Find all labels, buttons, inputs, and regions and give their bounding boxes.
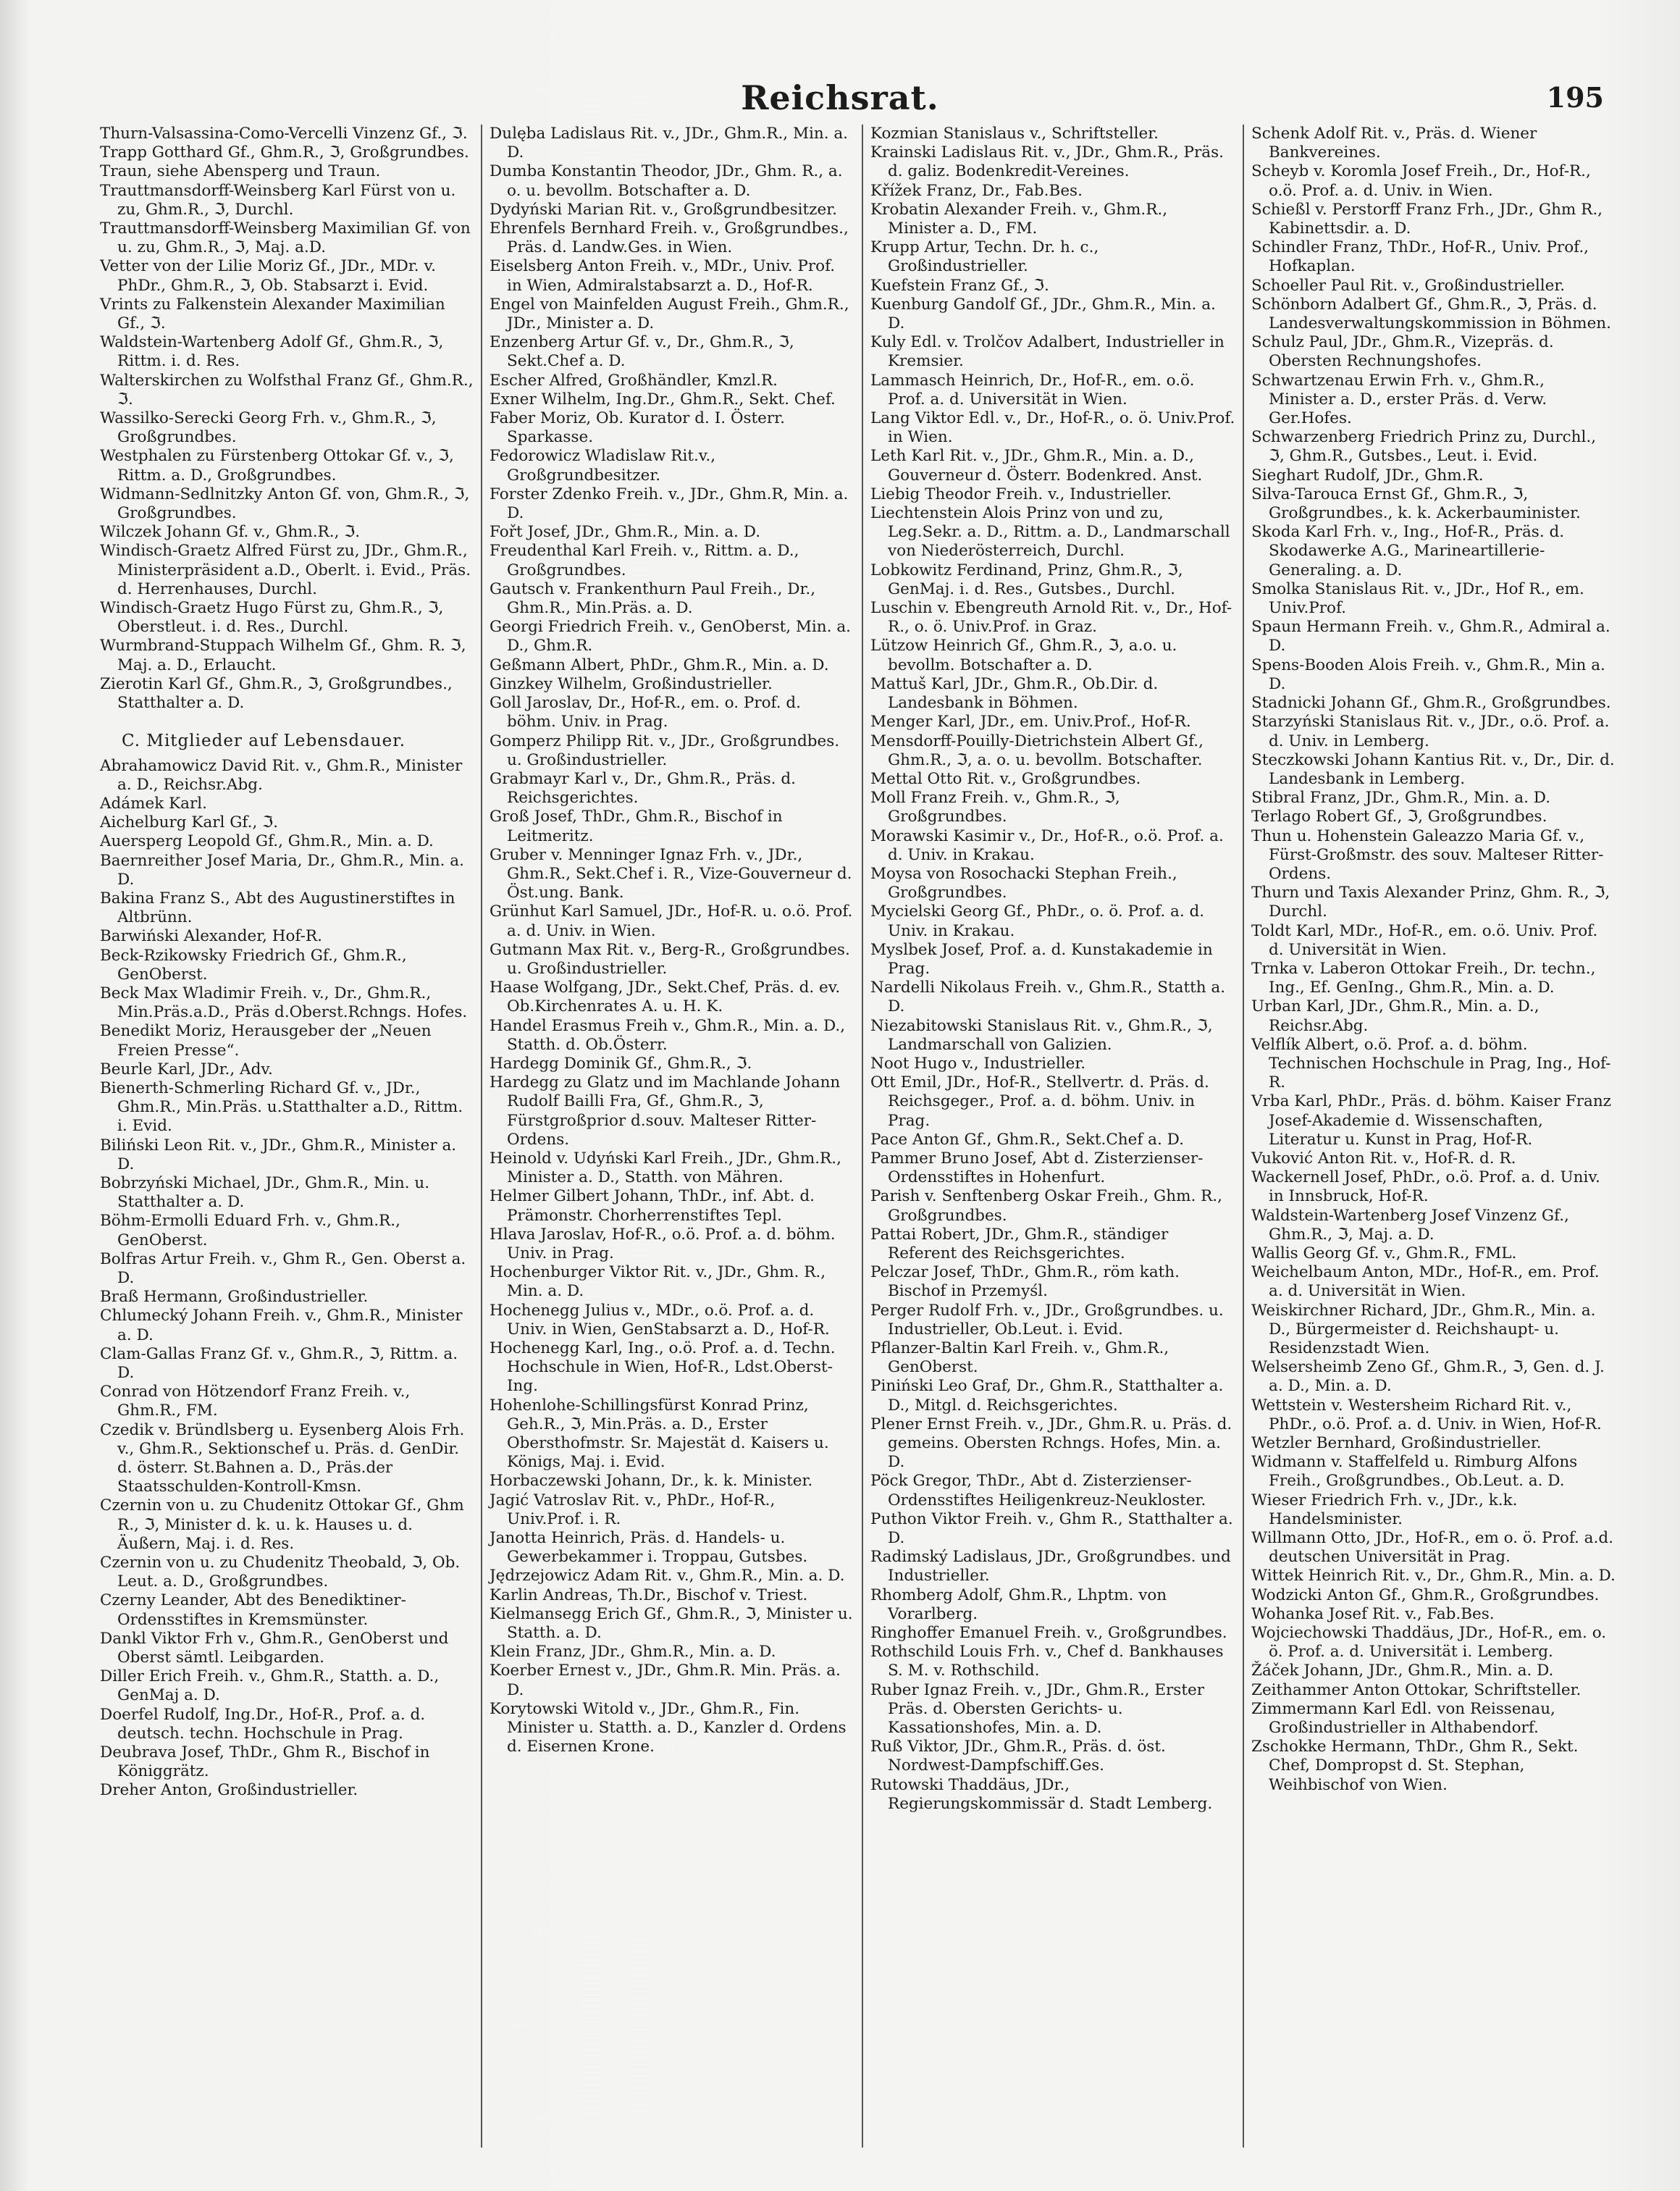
- list-entry: Spens-Booden Alois Freih. v., Ghm.R., Min a. D.: [1251, 655, 1605, 693]
- list-entry: Schulz Paul, JDr., Ghm.R., Vizepräs. d. Obersten Rechnungshofes.: [1251, 333, 1554, 371]
- list-entry: Doerfel Rudolf, Ing.Dr., Hof-R., Prof. a. d. deutsch. techn. Hochschule in Prag.: [100, 1705, 426, 1743]
- list-entry: Ott Emil, JDr., Hof-R., Stellvertr. d. Präs. d. Reichsgeger., Prof. a. d. böhm. Univ. in Prag.: [870, 1073, 1209, 1130]
- list-entry: Dydyński Marian Rit. v., Großgrundbesitzer.: [490, 200, 837, 219]
- list-entry: Lobkowitz Ferdinand, Prinz, Ghm.R., ℑ, GenMaj. i. d. Res., Gutsbes., Durchl.: [870, 561, 1183, 598]
- list-entry: Schindler Franz, ThDr., Hof-R., Univ. Prof., Hofkaplan.: [1251, 238, 1589, 276]
- list-entry: Pelczar Josef, ThDr., Ghm.R., röm kath. Bischof in Przemyśl.: [870, 1263, 1180, 1301]
- list-entry: Wodzicki Anton Gf., Ghm.R., Großgrundbes.: [1251, 1585, 1600, 1604]
- list-entry: Křížek Franz, Dr., Fab.Bes.: [870, 181, 1083, 200]
- list-entry: Auersperg Leopold Gf., Ghm.R., Min. a. D.: [100, 832, 434, 851]
- list-entry: Vetter von der Lilie Moriz Gf., JDr., MDr. v. PhDr., Ghm.R., ℑ, Ob. Stabsarzt i. Evid.: [100, 257, 436, 295]
- list-entry: Wurmbrand-Stuppach Wilhelm Gf., Ghm. R. ℑ, Maj. a. D., Erlaucht.: [100, 637, 466, 674]
- list-entry: Jagić Vatroslav Rit. v., PhDr., Hof-R., Univ.Prof. i. R.: [490, 1491, 776, 1528]
- list-entry: Deubrava Josef, ThDr., Ghm R., Bischof in Königgrätz.: [100, 1743, 430, 1781]
- list-entry: Wilczek Johann Gf. v., Ghm.R., ℑ.: [100, 523, 361, 542]
- list-entry: Aichelburg Karl Gf., ℑ.: [100, 813, 278, 832]
- list-entry: Traun, siehe Abensperg und Traun.: [100, 162, 381, 181]
- list-entry: Pattai Robert, JDr., Ghm.R., ständiger Referent des Reichsgerichtes.: [870, 1225, 1169, 1262]
- list-entry: Bobrzyński Michael, JDr., Ghm.R., Min. u. Statthalter a. D.: [100, 1173, 430, 1212]
- list-entry: Windisch-Graetz Hugo Fürst zu, Ghm.R., ℑ, Oberstleut. i. d. Res., Durchl.: [100, 599, 444, 637]
- list-entry: Radimský Ladislaus, JDr., Großgrundbes. und Industrieller.: [870, 1548, 1231, 1585]
- list-entry: Bolfras Artur Freih. v., Ghm R., Gen. Oberst a. D.: [100, 1249, 466, 1287]
- list-entry: Janotta Heinrich, Präs. d. Handels- u. Gewerbekammer i. Troppau, Gutsbes.: [490, 1529, 808, 1567]
- list-entry: Schwarzenberg Friedrich Prinz zu, Durchl., ℑ, Ghm.R., Gutsbes., Leut. i. Evid.: [1251, 428, 1597, 466]
- list-entry: Mensdorff-Pouilly-Dietrichstein Albert Gf., Ghm.R., ℑ, a. o. u. bevollm. Botschafter.: [870, 732, 1204, 769]
- list-entry: Grünhut Karl Samuel, JDr., Hof-R. u. o.ö. Prof. a. d. Univ. in Wien.: [490, 902, 853, 940]
- list-entry: Gautsch v. Frankenthurn Paul Freih., Dr., Ghm.R., Min.Präs. a. D.: [490, 579, 816, 618]
- list-entry: Lang Viktor Edl. v., Dr., Hof-R., o. ö. Univ.Prof. in Wien.: [870, 409, 1235, 447]
- list-entry: Willmann Otto, JDr., Hof-R., em o. ö. Prof. a.d. deutschen Universität in Prag.: [1251, 1529, 1613, 1567]
- list-entry: Benedikt Moriz, Herausgeber der „Neuen Freien Presse“.: [100, 1022, 432, 1060]
- list-entry: Zeithammer Anton Ottokar, Schriftsteller.: [1251, 1680, 1582, 1699]
- list-entry: Moysa von Rosochacki Stephan Freih., Großgrundbes.: [870, 864, 1177, 902]
- list-entry: Windisch-Graetz Alfred Fürst zu, JDr., Ghm.R., Ministerpräsident a.D., Oberlt. i. Evid., Präs. d. Herrenhauses, Durchl.: [100, 542, 471, 598]
- list-entry: Schießl v. Perstorff Franz Frh., JDr., Ghm R., Kabinettsdir. a. D.: [1251, 200, 1603, 238]
- list-entry: Kuly Edl. v. Trolčov Adalbert, Industrieller in Kremsier.: [870, 333, 1225, 371]
- list-entry: Karlin Andreas, Th.Dr., Bischof v. Triest.: [490, 1585, 808, 1604]
- list-entry: Handel Erasmus Freih v., Ghm.R., Min. a. D., Statth. d. Ob.Österr.: [490, 1016, 846, 1054]
- list-entry: Smolka Stanislaus Rit. v., JDr., Hof R., em. Univ.Prof.: [1251, 579, 1584, 618]
- list-entry: Wallis Georg Gf. v., Ghm.R., FML.: [1251, 1244, 1517, 1262]
- list-entry: Starzyński Stanislaus Rit. v., JDr., o.ö. Prof. a. d. Univ. in Lemberg.: [1251, 713, 1610, 750]
- list-entry: Faber Moriz, Ob. Kurator d. I. Österr. Sparkasse.: [490, 409, 785, 447]
- list-entry: Goll Jaroslav, Dr., Hof-R., em. o. Prof. d. böhm. Univ. in Prag.: [490, 694, 802, 732]
- list-entry: Exner Wilhelm, Ing.Dr., Ghm.R., Sekt. Chef.: [490, 390, 836, 409]
- list-entry: Jędrzejowicz Adam Rit. v., Ghm.R., Min. a. D.: [490, 1567, 845, 1585]
- list-entry: Westphalen zu Fürstenberg Ottokar Gf. v., ℑ, Rittm. a. D., Großgrundbes.: [100, 447, 454, 485]
- list-entry: Vrints zu Falkenstein Alexander Maximilian Gf., ℑ.: [100, 295, 445, 333]
- list-entry: Rothschild Louis Frh. v., Chef d. Bankhauses S. M. v. Rothschild.: [870, 1643, 1224, 1680]
- list-entry: Pflanzer-Baltin Karl Freih. v., Ghm.R., GenOberst.: [870, 1339, 1169, 1377]
- list-entry: Welsersheimb Zeno Gf., Ghm.R., ℑ, Gen. d. J. a. D., Min. a. D.: [1251, 1358, 1605, 1396]
- list-entry: Bienerth-Schmerling Richard Gf. v., JDr., Ghm.R., Min.Präs. u.Statthalter a.D., Rittm. i. Evid.: [100, 1078, 463, 1136]
- list-entry: Nardelli Nikolaus Freih. v., Ghm.R., Statth a. D.: [870, 979, 1226, 1016]
- list-entry: Biliński Leon Rit. v., JDr., Ghm.R., Minister a. D.: [100, 1136, 457, 1173]
- list-entry: Rutowski Thaddäus, JDr., Regierungskommissär d. Stadt Lemberg.: [870, 1775, 1213, 1813]
- list-entry: Hohenlohe-Schillingsfürst Konrad Prinz, Geh.R., ℑ, Min.Präs. a. D., Erster Obersthofmstr. Sr. Majestät d. Kaisers u. Königs, Maj. i. Evid.: [490, 1396, 829, 1472]
- list-entry: Scheyb v. Koromla Josef Freih., Dr., Hof-R., o.ö. Prof. a. d. Univ. in Wien.: [1251, 162, 1591, 200]
- list-entry: Grabmayr Karl v., Dr., Ghm.R., Präs. d. Reichsgerichtes.: [490, 769, 796, 808]
- list-entry: Wojciechowski Thaddäus, JDr., Hof-R., em. o. ö. Prof. a. d. Universität i. Lemberg.: [1251, 1624, 1607, 1662]
- list-entry: Parish v. Senftenberg Oskar Freih., Ghm. R., Großgrundbes.: [870, 1187, 1222, 1225]
- list-entry: Krainski Ladislaus Rit. v., JDr., Ghm.R., Präs. d. galiz. Bodenkredit-Vereines.: [870, 143, 1224, 181]
- list-entry: Zschokke Hermann, ThDr., Ghm R., Sekt. Chef, Dompropst d. St. Stephan, Weihbischof von Wien.: [1251, 1738, 1579, 1794]
- list-entry: Walterskirchen zu Wolfsthal Franz Gf., Ghm.R., ℑ.: [100, 371, 474, 409]
- list-entry: Dankl Viktor Frh v., Ghm.R., GenOberst und Oberst sämtl. Leibgarden.: [100, 1629, 449, 1667]
- list-entry: Waldstein-Wartenberg Adolf Gf., Ghm.R., ℑ, Rittm. i. d. Res.: [100, 333, 444, 371]
- list-entry: Waldstein-Wartenberg Josef Vinzenz Gf., Ghm.R., ℑ, Maj. a. D.: [1251, 1206, 1569, 1244]
- list-entry: Wittek Heinrich Rit. v., Dr., Ghm.R., Min. a. D.: [1251, 1567, 1616, 1585]
- list-entry: Ruß Viktor, JDr., Ghm.R., Präs. d. öst. Nordwest-Dampfschiff.Ges.: [870, 1738, 1166, 1775]
- list-entry: Lammasch Heinrich, Dr., Hof-R., em. o.ö. Prof. a. d. Universität in Wien.: [870, 371, 1195, 409]
- list-entry: Wetzler Bernhard, Großindustrieller.: [1251, 1434, 1542, 1453]
- list-entry: Vuković Anton Rit. v., Hof-R. d. R.: [1251, 1149, 1516, 1168]
- list-entry: Wettstein v. Westersheim Richard Rit. v., PhDr., o.ö. Prof. a. d. Univ. in Wien, Hof-R.: [1251, 1396, 1602, 1433]
- list-entry: Mattuš Karl, JDr., Ghm.R., Ob.Dir. d. Landesbank in Böhmen.: [870, 674, 1159, 713]
- list-entry: Horbaczewski Johann, Dr., k. k. Minister.: [490, 1472, 813, 1491]
- list-entry: Steczkowski Johann Kantius Rit. v., Dr., Dir. d. Landesbank in Lemberg.: [1251, 750, 1615, 788]
- list-entry: Hochenegg Karl, Ing., o.ö. Prof. a. d. Techn. Hochschule in Wien, Hof-R., Ldst.Oberst-Ing.: [490, 1339, 836, 1396]
- list-entry: Hochenegg Julius v., MDr., o.ö. Prof. a. d. Univ. in Wien, GenStabsarzt a. D., Hof-R.: [490, 1301, 830, 1339]
- column-3: [862, 125, 1243, 2148]
- list-entry: Fedorowicz Wladislaw Rit.v., Großgrundbesitzer.: [490, 447, 716, 485]
- page-number: 195: [1546, 81, 1604, 114]
- list-entry: Geßmann Albert, PhDr., Ghm.R., Min. a. D.: [490, 655, 829, 674]
- column-1: [100, 125, 481, 2148]
- list-entry: Czedik v. Bründlsberg u. Eysenberg Alois Frh. v., Ghm.R., Sektionschef u. Präs. d. GenDir. d. österr. St.Bahnen a. D., Präs.der Staatsschulden-Kontroll-Kmsn.: [100, 1420, 465, 1496]
- list-entry: Freudenthal Karl Freih. v., Rittm. a. D., Großgrundbes.: [490, 542, 799, 579]
- column-2: [481, 125, 862, 2148]
- list-entry: Dreher Anton, Großindustrieller.: [100, 1781, 358, 1800]
- list-entry: Wohanka Josef Rit. v., Fab.Bes.: [1251, 1604, 1495, 1623]
- list-entry: Mycielski Georg Gf., PhDr., o. ö. Prof. a. d. Univ. in Krakau.: [870, 902, 1205, 940]
- list-entry: Urban Karl, JDr., Ghm.R., Min. a. D., Reichsr.Abg.: [1251, 997, 1540, 1035]
- list-entry: Hardegg zu Glatz und im Machlande Johann Rudolf Bailli Fra, Gf., Ghm.R., ℑ, Fürstgroßprior d.souv. Malteser Ritter-Ordens.: [490, 1073, 841, 1149]
- list-entry: Schwartzenau Erwin Frh. v., Ghm.R., Minister a. D., erster Präs. d. Verw. Ger.Hofes.: [1251, 371, 1547, 428]
- list-entry: Ginzkey Wilhelm, Großindustrieller.: [490, 674, 773, 693]
- list-entry: Leth Karl Rit. v., JDr., Ghm.R., Min. a. D., Gouverneur d. Österr. Bodenkred. Anst.: [870, 447, 1203, 485]
- list-entry: Menger Karl, JDr., em. Univ.Prof., Hof-R.: [870, 713, 1191, 732]
- list-entry: Braß Hermann, Großindustrieller.: [100, 1288, 369, 1307]
- list-entry: Stadnicki Johann Gf., Ghm.R., Großgrundbes.: [1251, 694, 1611, 713]
- list-entry: Czerny Leander, Abt des Benediktiner-Ordensstiftes in Kremsmünster.: [100, 1591, 406, 1629]
- list-entry: Zimmermann Karl Edl. von Reissenau, Großindustrieller in Althabendorf.: [1251, 1699, 1555, 1738]
- list-entry: Morawski Kasimir v., Dr., Hof-R., o.ö. Prof. a. d. Univ. in Krakau.: [870, 826, 1224, 864]
- list-entry: Beck Max Wladimir Freih. v., Dr., Ghm.R., Min.Präs.a.D., Präs d.Oberst.Rchngs. Hofes.: [100, 984, 468, 1022]
- list-entry: Krupp Artur, Techn. Dr. h. c., Großindustrieller.: [870, 238, 1099, 276]
- list-entry: Enzenberg Artur Gf. v., Dr., Ghm.R., ℑ, Sekt.Chef a. D.: [490, 333, 794, 371]
- list-entry: Hardegg Dominik Gf., Ghm.R., ℑ.: [490, 1054, 752, 1073]
- page-title: Reichsrat.: [741, 78, 939, 117]
- list-entry: Lützow Heinrich Gf., Ghm.R., ℑ, a.o. u. bevollm. Botschafter a. D.: [870, 637, 1177, 674]
- list-entry: Kielmansegg Erich Gf., Ghm.R., ℑ, Minister u. Statth. a. D.: [490, 1604, 853, 1643]
- list-entry: Widmann v. Staffelfeld u. Rimburg Alfons Freih., Großgrundbes., Ob.Leut. a. D.: [1251, 1453, 1578, 1491]
- list-entry: Böhm-Ermolli Eduard Frh. v., Ghm.R., GenOberst.: [100, 1212, 400, 1249]
- list-entry: Barwiński Alexander, Hof-R.: [100, 927, 322, 946]
- list-entry: Widmann-Sedlnitzky Anton Gf. von, Ghm.R., ℑ, Großgrundbes.: [100, 485, 470, 523]
- list-entry: Skoda Karl Frh. v., Ing., Hof-R., Präs. d. Skodawerke A.G., Marineartillerie-Generaling. a. D.: [1251, 523, 1565, 579]
- list-entry: Bakina Franz S., Abt des Augustinerstiftes in Altbrünn.: [100, 889, 455, 927]
- list-entry: Georgi Friedrich Freih. v., GenOberst, Min. a. D., Ghm.R.: [490, 618, 851, 655]
- list-entry: Chlumecký Johann Freih. v., Ghm.R., Minister a. D.: [100, 1307, 463, 1344]
- list-entry: Groß Josef, ThDr., Ghm.R., Bischof in Leitmeritz.: [490, 808, 783, 845]
- list-entry: Schönborn Adalbert Gf., Ghm.R., ℑ, Präs. d. Landesverwaltungskommission in Böhmen.: [1251, 295, 1611, 333]
- list-entry: Beck-Rzikowsky Friedrich Gf., Ghm.R., GenOberst.: [100, 946, 407, 984]
- list-entry: Niezabitowski Stanislaus Rit. v., Ghm.R., ℑ, Landmarschall von Galizien.: [870, 1016, 1213, 1054]
- list-entry: Klein Franz, JDr., Ghm.R., Min. a. D.: [490, 1643, 776, 1662]
- list-entry: Gruber v. Menninger Ignaz Frh. v., JDr., Ghm.R., Sekt.Chef i. R., Vize-Gouverneur d. Öst.ung. Bank.: [490, 845, 852, 902]
- list-entry: Koerber Ernest v., JDr., Ghm.R. Min. Präs. a. D.: [490, 1662, 841, 1699]
- list-entry: Luschin v. Ebengreuth Arnold Rit. v., Dr., Hof-R., o. ö. Univ.Prof. in Graz.: [870, 599, 1232, 637]
- list-entry: Hlava Jaroslav, Hof-R., o.ö. Prof. a. d. böhm. Univ. in Prag.: [490, 1225, 836, 1262]
- list-entry: Spaun Hermann Freih. v., Ghm.R., Admiral a. D.: [1251, 618, 1610, 655]
- column-4: [1243, 125, 1624, 2148]
- list-entry: Wieser Friedrich Frh. v., JDr., k.k. Handelsminister.: [1251, 1491, 1518, 1528]
- list-entry: Kozmian Stanislaus v., Schriftsteller.: [870, 125, 1159, 143]
- list-entry: Toldt Karl, MDr., Hof-R., em. o.ö. Univ. Prof. d. Universität in Wien.: [1251, 921, 1598, 959]
- list-entry: Clam-Gallas Franz Gf. v., Ghm.R., ℑ, Rittm. a. D.: [100, 1344, 458, 1382]
- list-entry: Liebig Theodor Freih. v., Industrieller.: [870, 485, 1172, 503]
- list-entry: Wackernell Josef, PhDr., o.ö. Prof. a. d. Univ. in Innsbruck, Hof-R.: [1251, 1168, 1600, 1206]
- list-entry: Gomperz Philipp Rit. v., JDr., Großgrundbes. u. Großindustrieller.: [490, 732, 840, 769]
- list-entry: Krobatin Alexander Freih. v., Ghm.R., Minister a. D., FM.: [870, 200, 1168, 238]
- list-entry: Helmer Gilbert Johann, ThDr., inf. Abt. d. Prämonstr. Chorherrenstiftes Tepl.: [490, 1187, 815, 1225]
- list-entry: Puthon Viktor Freih. v., Ghm R., Statthalter a. D.: [870, 1509, 1233, 1548]
- list-entry: Liechtenstein Alois Prinz von und zu, Leg.Sekr. a. D., Rittm. a. D., Landmarschall von Niederösterreich, Durchl.: [870, 504, 1230, 561]
- list-entry: Czernin von u. zu Chudenitz Theobald, ℑ, Ob. Leut. a. D., Großgrundbes.: [100, 1554, 461, 1591]
- list-entry: Moll Franz Freih. v., Ghm.R., ℑ, Großgrundbes.: [870, 789, 1120, 826]
- list-entry: Korytowski Witold v., JDr., Ghm.R., Fin. Minister u. Statth. a. D., Kanzler d. Ordens d. Eisernen Krone.: [490, 1699, 847, 1756]
- list-entry: Hochenburger Viktor Rit. v., JDr., Ghm. R., Min. a. D.: [490, 1263, 826, 1301]
- list-entry: Conrad von Hötzendorf Franz Freih. v., Ghm.R., FM.: [100, 1383, 411, 1420]
- list-entry: Trnka v. Laberon Ottokar Freih., Dr. techn., Ing., Ef. GenIng., Ghm.R., Min. a. D.: [1251, 959, 1596, 997]
- list-entry: Pammer Bruno Josef, Abt d. Zisterzienser-Ordensstiftes in Hohenfurt.: [870, 1149, 1204, 1187]
- list-entry: Heinold v. Udyński Karl Freih., JDr., Ghm.R., Minister a. D., Statth. von Mähren.: [490, 1149, 841, 1187]
- list-entry: Baernreither Josef Maria, Dr., Ghm.R., Min. a. D.: [100, 851, 464, 889]
- text-columns: [100, 125, 1616, 2148]
- list-entry: Gutmann Max Rit. v., Berg-R., Großgrundbes. u. Großindustrieller.: [490, 940, 850, 978]
- list-entry: Mettal Otto Rit. v., Großgrundbes.: [870, 769, 1141, 788]
- list-entry: Velflík Albert, o.ö. Prof. a. d. böhm. Technischen Hochschule in Prag, Ing., Hof-R.: [1251, 1035, 1611, 1092]
- list-entry: Plener Ernst Freih. v., JDr., Ghm.R. u. Präs. d. gemeins. Obersten Rchngs. Hofes, Min. a. D.: [870, 1415, 1232, 1472]
- list-entry: Thurn-Valsassina-Como-Vercelli Vinzenz Gf., ℑ.: [100, 125, 468, 143]
- list-entry: Schenk Adolf Rit. v., Präs. d. Wiener Bankvereines.: [1251, 125, 1537, 162]
- list-entry: Sieghart Rudolf, JDr., Ghm.R.: [1251, 466, 1484, 485]
- list-entry: Ringhoffer Emanuel Freih. v., Großgrundbes.: [870, 1624, 1227, 1643]
- list-entry: Perger Rudolf Frh. v., JDr., Großgrundbes. u. Industrieller, Ob.Leut. i. Evid.: [870, 1301, 1224, 1339]
- list-entry: Forster Zdenko Freih. v., JDr., Ghm.R, Min. a. D.: [490, 485, 849, 523]
- list-entry: Wassilko-Serecki Georg Frh. v., Ghm.R., ℑ, Großgrundbes.: [100, 409, 437, 447]
- list-entry: Trauttmansdorff-Weinsberg Maximilian Gf. von u. zu, Ghm.R., ℑ, Maj. a.D.: [100, 219, 471, 257]
- list-entry: Žáček Johann, JDr., Ghm.R., Min. a. D.: [1251, 1662, 1554, 1680]
- list-entry: Noot Hugo v., Industrieller.: [870, 1054, 1086, 1073]
- list-entry: Trauttmansdorff-Weinsberg Karl Fürst von u. zu, Ghm.R., ℑ, Durchl.: [100, 181, 456, 219]
- list-entry: Kuefstein Franz Gf., ℑ.: [870, 276, 1049, 295]
- list-entry: Escher Alfred, Großhändler, Kmzl.R.: [490, 371, 778, 390]
- list-entry: Thun u. Hohenstein Galeazzo Maria Gf. v., Fürst-Großmstr. des souv. Malteser Ritter-Ordens.: [1251, 826, 1604, 883]
- list-entry: Silva-Tarouca Ernst Gf., Ghm.R., ℑ, Großgrundbes., k. k. Ackerbauminister.: [1251, 485, 1581, 523]
- list-entry: Pöck Gregor, ThDr., Abt d. Zisterzienser-Ordensstiftes Heiligenkreuz-Neukloster.: [870, 1472, 1206, 1509]
- list-entry: Czernin von u. zu Chudenitz Ottokar Gf., Ghm R., ℑ, Minister d. k. u. k. Hauses u. d. Äußern, Maj. i. d. Res.: [100, 1496, 464, 1553]
- list-entry: Ruber Ignaz Freih. v., JDr., Ghm.R., Erster Präs. d. Obersten Gerichts- u. Kassationshofes, Min. a. D.: [870, 1680, 1204, 1738]
- list-entry: Eiselsberg Anton Freih. v., MDr., Univ. Prof. in Wien, Admiralstabsarzt a. D., Hof-R.: [490, 257, 836, 295]
- list-entry: Schoeller Paul Rit. v., Großindustrieller.: [1251, 276, 1566, 295]
- list-entry: Pace Anton Gf., Ghm.R., Sekt.Chef a. D.: [870, 1130, 1184, 1149]
- list-entry: Engel von Mainfelden August Freih., Ghm.R., JDr., Minister a. D.: [490, 295, 849, 333]
- list-entry: Haase Wolfgang, JDr., Sekt.Chef, Präs. d. ev. Ob.Kirchenrates A. u. H. K.: [490, 979, 841, 1016]
- list-entry: Terlago Robert Gf., ℑ, Großgrundbes.: [1251, 808, 1547, 826]
- list-entry: Diller Erich Freih. v., Ghm.R., Statth. a. D., GenMaj a. D.: [100, 1667, 440, 1705]
- list-entry: Weichelbaum Anton, MDr., Hof-R., em. Prof. a. d. Universität in Wien.: [1251, 1263, 1600, 1301]
- list-entry: Rhomberg Adolf, Ghm.R., Lhptm. von Vorarlberg.: [870, 1585, 1167, 1623]
- list-entry: Fořt Josef, JDr., Ghm.R., Min. a. D.: [490, 523, 761, 542]
- list-entry: Weiskirchner Richard, JDr., Ghm.R., Min. a. D., Bürgermeister d. Reichshaupt- u. Residenzstadt Wien.: [1251, 1301, 1596, 1357]
- list-entry: Ehrenfels Bernhard Freih. v., Großgrundbes., Präs. d. Landw.Ges. in Wien.: [490, 219, 849, 257]
- list-entry: Myslbek Josef, Prof. a. d. Kunstakademie in Prag.: [870, 940, 1213, 978]
- list-entry: Thurn und Taxis Alexander Prinz, Ghm. R., ℑ, Durchl.: [1251, 884, 1610, 921]
- list-entry: Vrba Karl, PhDr., Präs. d. böhm. Kaiser Franz Josef-Akademie d. Wissenschaften, Literatur u. Kunst in Prag, Hof-R.: [1251, 1092, 1612, 1149]
- section-heading: C. Mitglieder auf Lebensdauer.: [122, 732, 406, 751]
- list-entry: Piniński Leo Graf, Dr., Ghm.R., Statthalter a. D., Mitgl. d. Reichsgerichtes.: [870, 1377, 1224, 1415]
- list-entry: Dulęba Ladislaus Rit. v., JDr., Ghm.R., Min. a. D.: [490, 125, 849, 162]
- list-entry: Zierotin Karl Gf., Ghm.R., ℑ, Großgrundbes., Statthalter a. D.: [100, 674, 453, 713]
- list-entry: Stibral Franz, JDr., Ghm.R., Min. a. D.: [1251, 789, 1551, 808]
- list-entry: Dumba Konstantin Theodor, JDr., Ghm. R., a. o. u. bevollm. Botschafter a. D.: [490, 162, 843, 200]
- list-entry: Trapp Gotthard Gf., Ghm.R., ℑ, Großgrundbes.: [100, 143, 469, 162]
- list-entry: Beurle Karl, JDr., Adv.: [100, 1060, 273, 1078]
- list-entry: Adámek Karl.: [100, 794, 207, 813]
- list-entry: Kuenburg Gandolf Gf., JDr., Ghm.R., Min. a. D.: [870, 295, 1216, 333]
- list-entry: Abrahamowicz David Rit. v., Ghm.R., Minister a. D., Reichsr.Abg.: [100, 756, 463, 794]
